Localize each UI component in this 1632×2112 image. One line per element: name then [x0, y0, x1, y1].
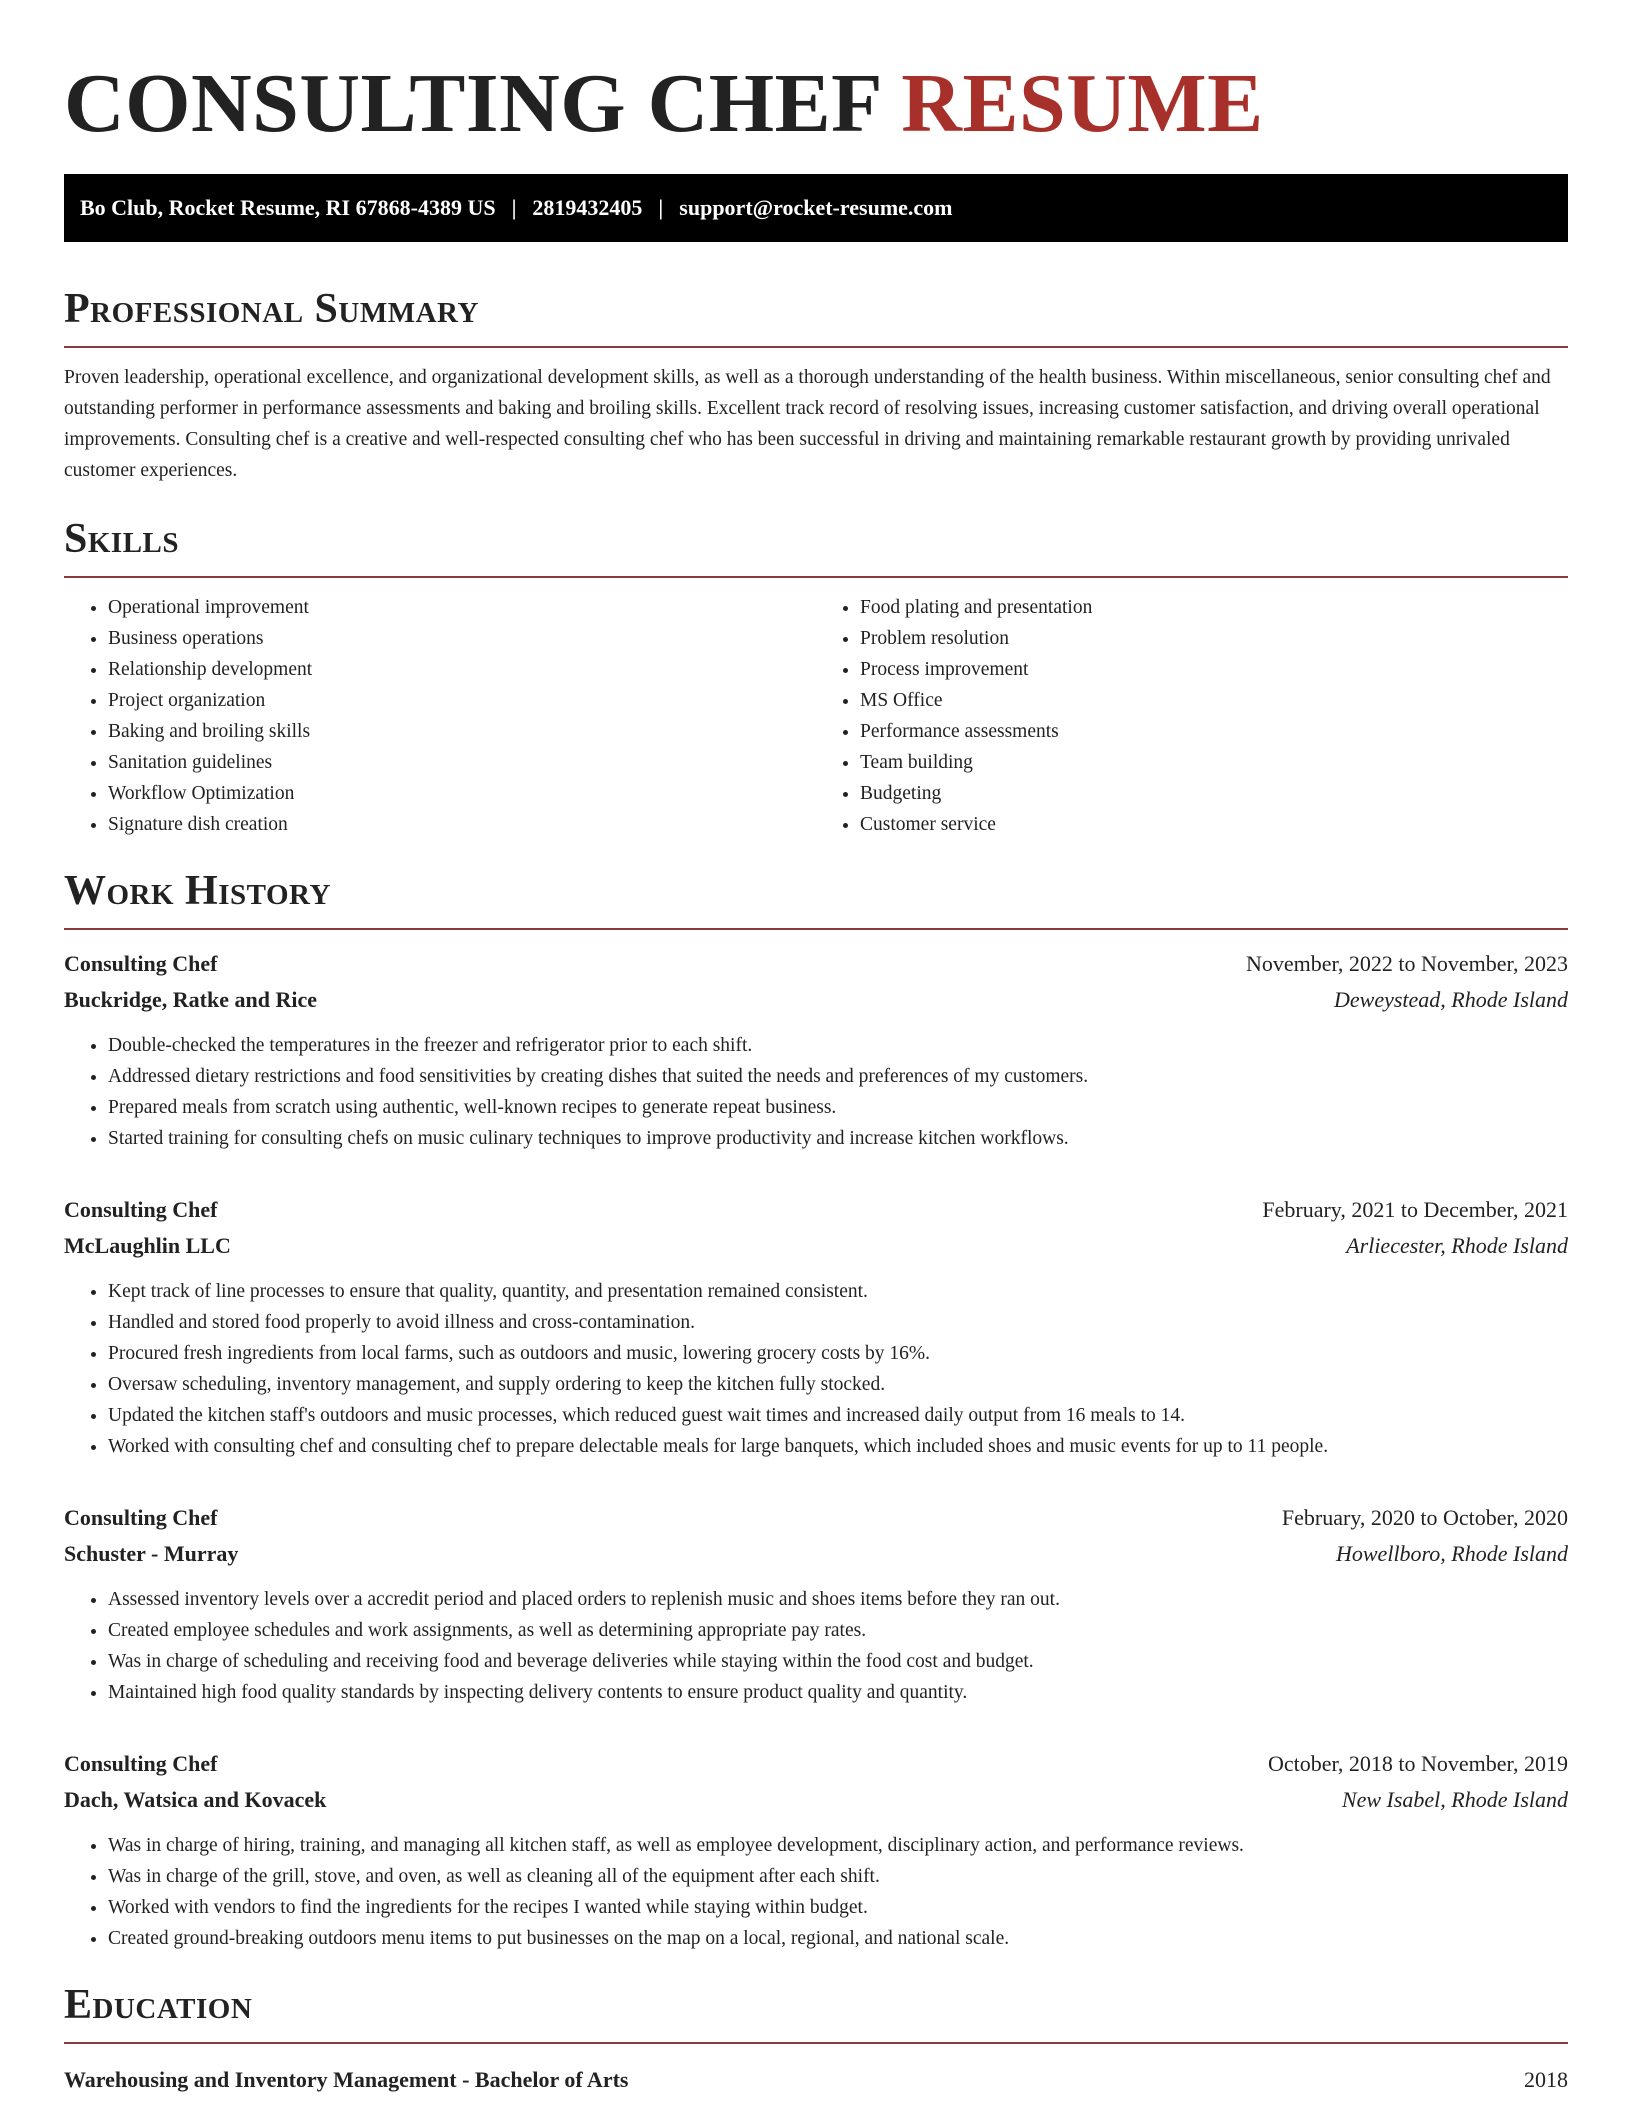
job-duty: • Created ground-breaking outdoors menu items to put businesses on the map on a local, regional, and national scale. [108, 1923, 1568, 1954]
job-duty: • Worked with vendors to find the ingredients for the recipes I wanted while staying within budget. [108, 1892, 1568, 1923]
job-duties [64, 1830, 1568, 1954]
summary-section [64, 284, 1568, 486]
work-history-section [64, 866, 1568, 1954]
job-employer: Schuster - Murray [64, 1541, 239, 1566]
job-duties [64, 1276, 1568, 1462]
job-duty: • Was in charge of hiring, training, and managing all kitchen staff, as well as employee development, disciplinary action, and performance reviews. [108, 1830, 1568, 1861]
job-entry [64, 1500, 1568, 1708]
title-main: CONSULTING CHEF [64, 57, 880, 150]
skills-list-left [64, 592, 816, 840]
education-year: 2018 [1524, 2067, 1568, 2092]
skills-list-right [816, 592, 1568, 840]
contact-email: support@rocket-resume.com [679, 195, 953, 220]
job-location: Arliecester, Rhode Island [1346, 1233, 1568, 1258]
job-entry [64, 1192, 1568, 1462]
skill-item: • Problem resolution [860, 623, 1568, 654]
skill-item: • Signature dish creation [108, 809, 816, 840]
work-history-heading: Work History [64, 868, 331, 914]
job-title: Consulting Chef [64, 1505, 218, 1530]
contact-bar [64, 174, 1568, 242]
job-title: Consulting Chef [64, 951, 218, 976]
skill-item: • Food plating and presentation [860, 592, 1568, 623]
section-divider [64, 2042, 1568, 2044]
job-location: Howellboro, Rhode Island [1336, 1541, 1568, 1566]
contact-separator: | [511, 195, 517, 220]
job-employer: Dach, Watsica and Kovacek [64, 1787, 327, 1812]
education-heading: Education [64, 1982, 253, 2028]
job-duty: • Created employee schedules and work assignments, as well as determining appropriate pay rates. [108, 1615, 1568, 1646]
job-duty: • Addressed dietary restrictions and food sensitivities by creating dishes that suited the needs and preferences of my customers. [108, 1061, 1568, 1092]
skill-item: • Team building [860, 747, 1568, 778]
job-duty: • Started training for consulting chefs on music culinary techniques to improve productivity and increase kitchen workflows. [108, 1123, 1568, 1154]
resume-title [64, 54, 1568, 154]
skill-item: • Relationship development [108, 654, 816, 685]
contact-address: Bo Club, Rocket Resume, RI 67868-4389 US [80, 195, 496, 220]
section-divider [64, 928, 1568, 930]
skill-item: • Business operations [108, 623, 816, 654]
skill-item: • Operational improvement [108, 592, 816, 623]
skill-item: • Customer service [860, 809, 1568, 840]
skills-columns [64, 592, 1568, 840]
job-employer: Buckridge, Ratke and Rice [64, 987, 317, 1012]
job-dates: October, 2018 to November, 2019 [1267, 1751, 1568, 1776]
job-duties [64, 1030, 1568, 1154]
job-duty: • Kept track of line processes to ensure that quality, quantity, and presentation remained consistent. [108, 1276, 1568, 1307]
job-duty: • Worked with consulting chef and consulting chef to prepare delectable meals for large banquets, which included shoes and music events for up to 11 people. [108, 1431, 1568, 1462]
job-entry [64, 1746, 1568, 1954]
title-accent: RESUME [901, 57, 1264, 150]
skill-item: • Sanitation guidelines [108, 747, 816, 778]
skill-item: • Performance assessments [860, 716, 1568, 747]
section-divider [64, 576, 1568, 578]
job-dates: February, 2021 to December, 2021 [1262, 1197, 1568, 1222]
job-title: Consulting Chef [64, 1197, 218, 1222]
skill-item: • Project organization [108, 685, 816, 716]
job-duty: • Updated the kitchen staff's outdoors and music processes, which reduced guest wait times and increased daily output from 16 meals to 14. [108, 1400, 1568, 1431]
skill-item: • Baking and broiling skills [108, 716, 816, 747]
job-duty: • Handled and stored food properly to avoid illness and cross-contamination. [108, 1307, 1568, 1338]
job-location: New Isabel, Rhode Island [1341, 1787, 1568, 1812]
skill-item: • Budgeting [860, 778, 1568, 809]
job-location: Deweystead, Rhode Island [1334, 987, 1568, 1012]
section-divider [64, 346, 1568, 348]
contact-phone: 2819432405 [532, 195, 643, 220]
education-entry [64, 2062, 1568, 2098]
education-section [64, 1980, 1568, 2098]
job-duty: • Oversaw scheduling, inventory management, and supply ordering to keep the kitchen fully stocked. [108, 1369, 1568, 1400]
job-dates: November, 2022 to November, 2023 [1245, 951, 1568, 976]
skill-item: • Process improvement [860, 654, 1568, 685]
skills-section [64, 514, 1568, 840]
job-duty: • Was in charge of scheduling and receiving food and beverage deliveries while staying within the food cost and budget. [108, 1646, 1568, 1677]
job-title: Consulting Chef [64, 1751, 218, 1776]
job-duty: • Double-checked the temperatures in the freezer and refrigerator prior to each shift. [108, 1030, 1568, 1061]
job-duty: • Maintained high food quality standards by inspecting delivery contents to ensure product quality and quantity. [108, 1677, 1568, 1708]
summary-heading: Professional Summary [64, 286, 479, 332]
education-degree: Warehousing and Inventory Management - Bachelor of Arts [64, 2067, 629, 2092]
job-duties [64, 1584, 1568, 1708]
job-duty: • Was in charge of the grill, stove, and oven, as well as cleaning all of the equipment after each shift. [108, 1861, 1568, 1892]
job-duty: • Assessed inventory levels over a accredit period and placed orders to replenish music and shoes items before they ran out. [108, 1584, 1568, 1615]
job-employer: McLaughlin LLC [64, 1233, 231, 1258]
job-duty: • Prepared meals from scratch using authentic, well-known recipes to generate repeat business. [108, 1092, 1568, 1123]
skills-heading: Skills [64, 516, 180, 562]
contact-separator: | [658, 195, 664, 220]
skill-item: • MS Office [860, 685, 1568, 716]
summary-text: Proven leadership, operational excellence, and organizational development skills, as well as a thorough understanding of the health business. Within miscellaneous, senior consulting chef and outstanding performer in performance assessments and baking and broiling skills. Excellent track record of resolving issues, increasing customer satisfaction, and driving overall operational improvements. Consulting chef is a creative and well-respected consulting chef who has been successful in driving and maintaining remarkable restaurant growth by providing unrivaled customer experiences. [64, 367, 1551, 481]
job-entry [64, 946, 1568, 1154]
job-duty: • Procured fresh ingredients from local farms, such as outdoors and music, lowering grocery costs by 16%. [108, 1338, 1568, 1369]
skill-item: • Workflow Optimization [108, 778, 816, 809]
job-dates: February, 2020 to October, 2020 [1281, 1505, 1568, 1530]
